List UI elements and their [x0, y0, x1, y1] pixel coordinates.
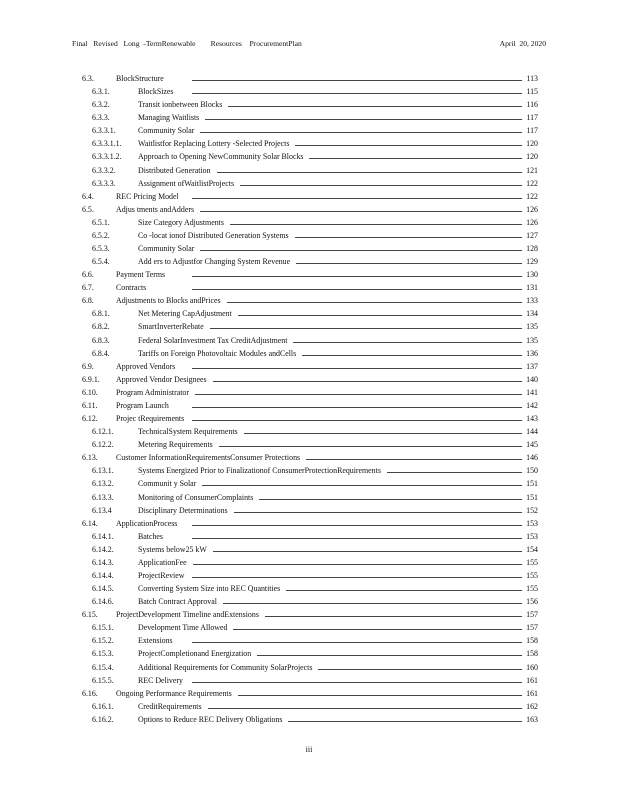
toc-entry[interactable]: [82, 608, 538, 621]
toc-page-number: 157: [526, 623, 538, 633]
toc-entry[interactable]: [82, 412, 538, 425]
toc-section-number: 6.15.: [82, 610, 98, 620]
toc-entry[interactable]: [82, 687, 538, 700]
toc-entry[interactable]: [82, 190, 538, 203]
toc-leader-line: [192, 185, 522, 186]
toc-entry[interactable]: [82, 386, 538, 399]
toc-section-number: 6.5.4.: [92, 257, 110, 267]
toc-leader-line: [192, 682, 522, 683]
toc-entry[interactable]: [82, 451, 538, 464]
toc-entry[interactable]: [82, 268, 538, 281]
toc-leader-line: [192, 512, 522, 513]
toc-leader-line: [192, 328, 522, 329]
toc-section-title: TechnicalSystem Requirements: [138, 425, 244, 438]
toc-section-number: 6.5.: [82, 204, 94, 214]
toc-section-title: Distributed Generation: [138, 164, 217, 177]
toc-section-number: 6.14.1.: [92, 531, 114, 541]
toc-leader-line: [192, 250, 522, 251]
toc-section-number: 6.3.1.: [92, 87, 110, 97]
toc-page-number: 136: [526, 348, 538, 358]
toc-section-number: 6.7.: [82, 283, 94, 293]
toc-page-number: 153: [526, 518, 538, 528]
toc-page-number: 150: [526, 466, 538, 476]
toc-leader-line: [192, 538, 522, 539]
toc-section-number: 6.15.2.: [92, 636, 114, 646]
toc-section-title: CreditRequirements: [138, 700, 208, 713]
toc-section-number: 6.13.: [82, 453, 98, 463]
toc-section-title: Transit ionbetween Blocks: [138, 98, 228, 111]
toc-entry[interactable]: [82, 281, 538, 294]
toc-section-number: 6.3.3.3.: [92, 178, 116, 188]
toc-entry[interactable]: [82, 438, 538, 451]
toc-page-number: 155: [526, 557, 538, 567]
toc-leader-line: [192, 564, 522, 565]
toc-section-title: Community Solar: [138, 124, 200, 137]
toc-leader-line: [192, 525, 522, 526]
toc-page-number: 140: [526, 374, 538, 384]
toc-page-number: 128: [526, 244, 538, 254]
toc-leader-line: [192, 407, 522, 408]
toc-section-number: 6.14.: [82, 518, 98, 528]
toc-section-number: 6.14.5.: [92, 584, 114, 594]
toc-section-title: Managing Waitlists: [138, 111, 205, 124]
toc-section-number: 6.13.1.: [92, 466, 114, 476]
toc-section-number: 6.8.: [82, 296, 94, 306]
toc-entry[interactable]: [82, 504, 538, 517]
toc-page-number: 141: [526, 387, 538, 397]
toc-leader-line: [192, 276, 522, 277]
toc-leader-line: [192, 642, 522, 643]
toc-section-number: 6.13.2.: [92, 479, 114, 489]
toc-page-number: 117: [526, 126, 538, 136]
page-header: [72, 38, 546, 50]
toc-page-number: 146: [526, 453, 538, 463]
toc-section-number: 6.13.3.: [92, 492, 114, 502]
toc-entry[interactable]: [82, 229, 538, 242]
toc-entry[interactable]: [82, 700, 538, 713]
toc-entry[interactable]: [82, 477, 538, 490]
toc-leader-line: [192, 132, 522, 133]
toc-section-number: 6.15.4.: [92, 662, 114, 672]
toc-page-number: 121: [526, 165, 538, 175]
toc-entry[interactable]: [82, 98, 538, 111]
toc-section-title: Program Launch: [116, 399, 175, 412]
toc-page-number: 143: [526, 414, 538, 424]
toc-section-title: Batch Contract Approval: [138, 595, 223, 608]
toc-leader-line: [192, 708, 522, 709]
toc-section-title: Ongoing Performance Requirements: [116, 687, 238, 700]
document-title: Final Revised Long -TermRenewable Resources ProcurementPlan: [72, 39, 302, 48]
toc-entry[interactable]: [82, 72, 538, 85]
toc-section-number: 6.12.2.: [92, 440, 114, 450]
toc-entry[interactable]: [82, 203, 538, 216]
toc-section-title: Converting System Size into REC Quantities: [138, 582, 286, 595]
toc-leader-line: [192, 394, 522, 395]
toc-entry[interactable]: [82, 320, 538, 333]
toc-section-number: 6.11.: [82, 400, 98, 410]
toc-page-number: 161: [526, 688, 538, 698]
toc-section-title: Batches: [138, 530, 169, 543]
toc-entry[interactable]: [82, 85, 538, 98]
toc-section-number: 6.3.2.: [92, 100, 110, 110]
toc-section-title: Systems Energized Prior to Finalizationof ConsumerProtectionRequirements: [138, 464, 387, 477]
toc-section-number: 6.3.3.1.2.: [92, 152, 122, 162]
toc-page-number: 163: [526, 714, 538, 724]
toc-section-title: Customer InformationRequirementsConsumer Protections: [116, 451, 306, 464]
toc-page-number: 117: [526, 113, 538, 123]
toc-page-number: 154: [526, 544, 538, 554]
toc-entry[interactable]: [82, 399, 538, 412]
toc-page-number: 162: [526, 701, 538, 711]
toc-section-number: 6.16.2.: [92, 714, 114, 724]
toc-page-number: 152: [526, 505, 538, 515]
toc-section-title: Net Metering CapAdjustment: [138, 307, 238, 320]
toc-page-number: 122: [526, 178, 538, 188]
toc-page-number: 130: [526, 270, 538, 280]
toc-entry[interactable]: [82, 647, 538, 660]
toc-section-title: ProjectDevelopment Timeline andExtensions: [116, 608, 265, 621]
toc-leader-line: [192, 172, 522, 173]
toc-page-number: 144: [526, 427, 538, 437]
toc-section-title: ApplicationProcess: [116, 517, 183, 530]
toc-section-number: 6.8.2.: [92, 322, 110, 332]
toc-section-number: 6.5.3.: [92, 244, 110, 254]
toc-section-number: 6.15.5.: [92, 675, 114, 685]
toc-section-title: Co -locat ionof Distributed Generation Systems: [138, 229, 295, 242]
toc-leader-line: [192, 289, 522, 290]
toc-entry[interactable]: [82, 177, 538, 190]
toc-page-number: 142: [526, 400, 538, 410]
toc-page-number: 135: [526, 322, 538, 332]
toc-entry[interactable]: [82, 517, 538, 530]
toc-entry[interactable]: [82, 137, 538, 150]
toc-entry[interactable]: [82, 569, 538, 582]
toc-leader-line: [192, 106, 522, 107]
toc-page-number: 158: [526, 636, 538, 646]
toc-entry[interactable]: [82, 124, 538, 137]
toc-page-number: 151: [526, 492, 538, 502]
toc-section-title: SmartInverterRebate: [138, 320, 210, 333]
toc-page-number: 126: [526, 217, 538, 227]
toc-page-number: 113: [526, 74, 538, 83]
toc-page-number: 134: [526, 309, 538, 319]
toc-entry[interactable]: [82, 582, 538, 595]
toc-section-number: 6.3.3.1.: [92, 126, 116, 136]
document-date: April 20, 2020: [499, 39, 546, 48]
toc-page-number: 155: [526, 584, 538, 594]
toc-section-number: 6.14.3.: [92, 557, 114, 567]
toc-section-title: Waitlistfor Replacing Lottery -Selected Projects: [138, 137, 295, 150]
toc-section-number: 6.13.4: [92, 505, 112, 515]
toc-page-number: 153: [526, 531, 538, 541]
toc-page-number: 129: [526, 257, 538, 267]
toc-entry[interactable]: [82, 464, 538, 477]
toc-page-number: 155: [526, 570, 538, 580]
toc-section-title: BlockStructure: [116, 72, 170, 85]
toc-entry[interactable]: [82, 491, 538, 504]
toc-leader-line: [192, 315, 522, 316]
toc-page-number: 158: [526, 649, 538, 659]
toc-section-number: 6.3.3.: [92, 113, 110, 123]
toc-entry[interactable]: [82, 530, 538, 543]
toc-section-number: 6.16.1.: [92, 701, 114, 711]
toc-section-number: 6.14.4.: [92, 570, 114, 580]
toc-leader-line: [192, 368, 522, 369]
toc-page-number: 137: [526, 361, 538, 371]
toc-entry[interactable]: [82, 595, 538, 608]
toc-section-number: 6.8.4.: [92, 348, 110, 358]
toc-section-number: 6.9.: [82, 361, 94, 371]
toc-leader-line: [192, 211, 522, 212]
toc-section-number: 6.12.1.: [92, 427, 114, 437]
toc-entry[interactable]: [82, 255, 538, 268]
toc-section-number: 6.8.3.: [92, 335, 110, 345]
toc-section-title: BlockSizes: [138, 85, 180, 98]
toc-section-title: Monitoring of ConsumerComplaints: [138, 491, 259, 504]
toc-section-title: Tariffs on Foreign Photovoltaic Modules andCells: [138, 347, 302, 360]
toc-page-number: 161: [526, 675, 538, 685]
toc-section-title: Program Administrator: [116, 386, 195, 399]
toc-section-title: Assignment ofWaitlistProjects: [138, 177, 240, 190]
toc-page-number: 120: [526, 152, 538, 162]
toc-section-title: Additional Requirements for Community SolarProjects: [138, 661, 318, 674]
toc-entry[interactable]: [82, 425, 538, 438]
toc-section-number: 6.15.3.: [92, 649, 114, 659]
toc-entry[interactable]: [82, 373, 538, 386]
toc-leader-line: [192, 80, 522, 81]
toc-section-number: 6.15.1.: [92, 623, 114, 633]
toc-section-title: Projec tRequirements: [116, 412, 190, 425]
toc-page-number: 133: [526, 296, 538, 306]
toc-section-number: 6.3.: [82, 74, 94, 83]
toc-entry[interactable]: [82, 634, 538, 647]
toc-leader-line: [192, 302, 522, 303]
toc-page-number: 122: [526, 191, 538, 201]
toc-leader-line: [192, 629, 522, 630]
toc-section-title: Systems below25 kW: [138, 543, 213, 556]
toc-page-number: 157: [526, 610, 538, 620]
toc-section-number: 6.16.: [82, 688, 98, 698]
toc-leader-line: [192, 93, 522, 94]
toc-leader-line: [192, 577, 522, 578]
toc-section-number: 6.9.1.: [82, 374, 100, 384]
toc-page-number: 115: [526, 87, 538, 97]
toc-section-number: 6.14.6.: [92, 597, 114, 607]
toc-section-title: Contracts: [116, 281, 152, 294]
toc-section-title: ProjectReview: [138, 569, 190, 582]
toc-section-title: Metering Requirements: [138, 438, 219, 451]
toc-section-title: Approved Vendor Designees: [116, 373, 213, 386]
toc-section-title: Community Solar: [138, 242, 200, 255]
toc-section-title: Add ers to Adjustfor Changing System Revenue: [138, 255, 296, 268]
toc-section-number: 6.8.1.: [92, 309, 110, 319]
toc-page-number: 156: [526, 597, 538, 607]
toc-section-number: 6.10.: [82, 387, 98, 397]
toc-section-title: Approach to Opening NewCommunity Solar Blocks: [138, 150, 309, 163]
toc-section-title: Extensions: [138, 634, 179, 647]
toc-page-number: 120: [526, 139, 538, 149]
toc-entry[interactable]: [82, 334, 538, 347]
toc-section-title: Communit y Solar: [138, 477, 202, 490]
toc-section-title: ApplicationFee: [138, 556, 193, 569]
toc-page-number: 151: [526, 479, 538, 489]
toc-section-title: Payment Terms: [116, 268, 171, 281]
toc-section-number: 6.4.: [82, 191, 94, 201]
toc-entry[interactable]: [82, 713, 538, 726]
toc-section-title: ProjectCompletionand Energization: [138, 647, 257, 660]
toc-section-number: 6.3.3.1.1.: [92, 139, 122, 149]
toc-entry[interactable]: [82, 556, 538, 569]
toc-page-number: 127: [526, 230, 538, 240]
table-of-contents: [82, 72, 538, 726]
toc-entry[interactable]: [82, 674, 538, 687]
toc-section-title: Options to Reduce REC Delivery Obligations: [138, 713, 288, 726]
toc-section-title: REC Delivery: [138, 674, 189, 687]
toc-entry[interactable]: [82, 216, 538, 229]
toc-section-number: 6.14.2.: [92, 544, 114, 554]
toc-page-number: 160: [526, 662, 538, 672]
toc-page-number: 131: [526, 283, 538, 293]
toc-page-number: 135: [526, 335, 538, 345]
toc-entry[interactable]: [82, 242, 538, 255]
toc-section-title: Adjus tments andAdders: [116, 203, 200, 216]
toc-section-title: Federal SolarInvestment Tax CreditAdjustment: [138, 334, 293, 347]
toc-section-number: 6.5.2.: [92, 230, 110, 240]
toc-section-number: 6.6.: [82, 270, 94, 280]
toc-page-number: 126: [526, 204, 538, 214]
toc-page-number: 145: [526, 440, 538, 450]
toc-section-title: Size Category Adjustments: [138, 216, 230, 229]
toc-entry[interactable]: [82, 543, 538, 556]
toc-entry[interactable]: [82, 621, 538, 634]
toc-entry[interactable]: [82, 294, 538, 307]
toc-section-number: 6.5.1.: [92, 217, 110, 227]
toc-section-number: 6.12.: [82, 414, 98, 424]
toc-leader-line: [192, 446, 522, 447]
toc-entry[interactable]: [82, 661, 538, 674]
toc-section-title: Adjustments to Blocks andPrices: [116, 294, 227, 307]
toc-section-title: Development Time Allowed: [138, 621, 233, 634]
toc-section-title: REC Pricing Model: [116, 190, 185, 203]
toc-leader-line: [192, 551, 522, 552]
toc-entry[interactable]: [82, 360, 538, 373]
toc-entry[interactable]: [82, 164, 538, 177]
toc-leader-line: [192, 420, 522, 421]
toc-section-title: Approved Vendors: [116, 360, 181, 373]
toc-page-number: 116: [526, 100, 538, 110]
toc-leader-line: [192, 224, 522, 225]
toc-leader-line: [192, 603, 522, 604]
page-number: iii: [305, 745, 313, 754]
toc-leader-line: [192, 381, 522, 382]
toc-section-number: 6.3.3.2.: [92, 165, 116, 175]
toc-entry[interactable]: [82, 150, 538, 163]
toc-leader-line: [192, 198, 522, 199]
toc-entry[interactable]: [82, 347, 538, 360]
toc-leader-line: [192, 119, 522, 120]
toc-leader-line: [192, 695, 522, 696]
toc-section-title: Disciplinary Determinations: [138, 504, 234, 517]
toc-entry[interactable]: [82, 111, 538, 124]
toc-entry[interactable]: [82, 307, 538, 320]
toc-leader-line: [192, 485, 522, 486]
